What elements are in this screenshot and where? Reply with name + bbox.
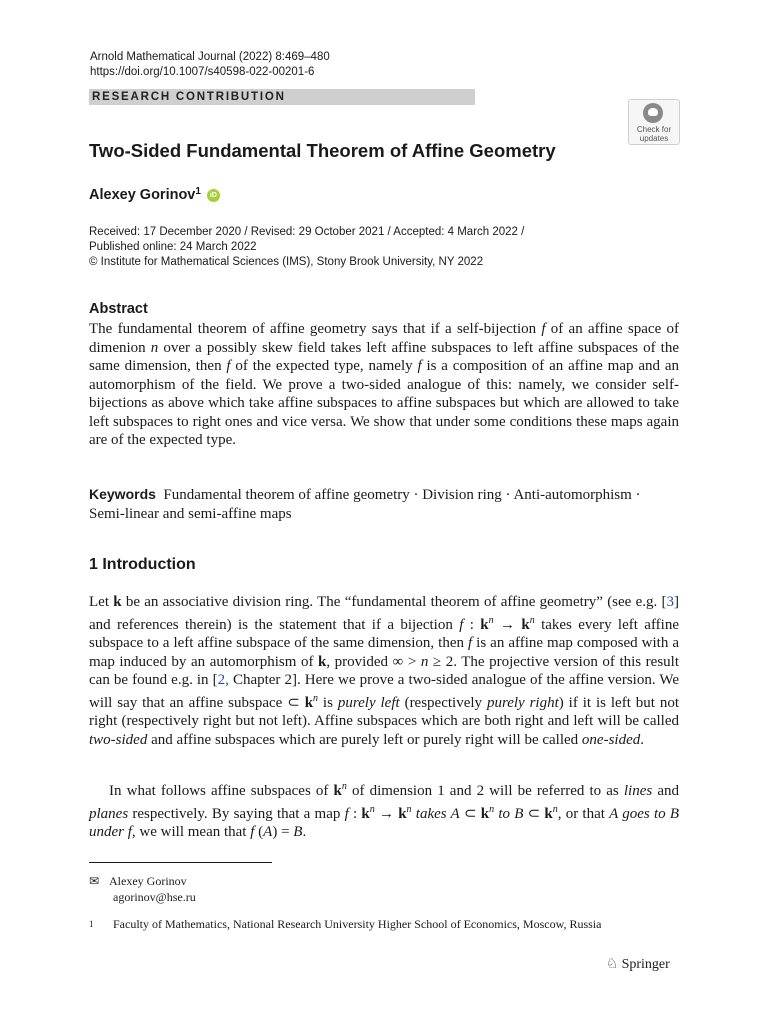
check-for-updates-button[interactable] [628,99,680,145]
intro-paragraph-1: Let k be an associative division ring. The “fundamental theorem of affine geometry” (see e.g. [3] and references therein) is the statement that if a bijection f : $k^n \to k^n$ takes every left affine subspace to a left affine subspace of the same dimension, then f is an affine map composed with a map induced by an automorphism of k, provided ∞ > n ≥ 2. The projective version of this result can be found e.g. in [2, Chapter 2]. Here we prove a two-sided analogue of the affine version. We will say that an affine subspace ⊂ $k^n$ is purely left (respectively purely right) if it is left but not right (respectively right but not left). Affine subspaces which are both right and left will be called two-sided and affine subspaces which are purely left or purely right will be called one-sided. [89,594,680,748]
dates-line2: Published online: 24 March 2022 [89,241,257,253]
citation-2[interactable]: 2, [217,672,229,688]
citation-3[interactable]: 3 [666,594,674,610]
paper-title: Two-Sided Fundamental Theorem of Affine Geometry [89,140,556,161]
abstract-heading: Abstract [89,301,148,317]
footnote-rule [89,862,272,863]
footnote-author-name: Alexey Gorinov [109,874,187,888]
keywords-block [89,485,679,523]
affiliation-footnote [89,916,689,932]
author-affiliation-sup: 1 [195,186,201,197]
check-updates-line2: updates [639,134,669,143]
dates-line1: Received: 17 December 2020 / Revised: 29 October 2021 / Accepted: 4 March 2022 / [89,226,525,238]
author-line [89,186,220,204]
intro-paragraph-2: In what follows affine subspaces of $k^n$ of dimension 1 and 2 will be referred to as lines and planes respectively. By saying that a map f : $k^n \to k^n$ takes A ⊂ $k^n$ to B ⊂ $k^n$, or that A goes to B under f, we will mean that f (A) = B. [89,781,680,840]
envelope-icon: ✉ [89,874,100,888]
article-type-label: RESEARCH CONTRIBUTION [92,91,286,103]
journal-header [90,50,330,80]
abstract-text: The fundamental theorem of affine geometry says that if a self-bijection f of an affine space of dimenion n over a possibly skew field takes left affine subspaces to left affine subspaces of the same dimension, then f of the expected type, namely f is a composition of an affine map and an automorphism of the field. We prove a two-sided analogue of this: namely, we consider self-bijections as above which take affine subspaces to affine subspaces but which are allowed to take left subspaces to right ones and vice versa. We show that under some conditions these maps again are of the expected type. [89,321,679,448]
copyright-line: © Institute for Mathematical Sciences (IMS), Stony Brook University, NY 2022 [89,256,484,268]
author-name: Alexey Gorinov [89,187,196,203]
section-heading: 1 Introduction [89,556,196,573]
corresponding-author-footnote [89,873,196,905]
check-for-updates-icon [643,103,663,123]
affiliation-number: 1 [89,919,94,929]
springer-horse-icon: ♘ [606,956,619,972]
author-email[interactable]: agorinov@hse.ru [113,890,196,904]
publisher-logo [606,954,670,975]
keywords-text: Fundamental theorem of affine geometry · Division ring · Anti-automorphism · Semi-linear and semi-affine maps [89,487,641,522]
keywords-label: Keywords [89,486,156,502]
journal-citation: Arnold Mathematical Journal (2022) 8:469–480 [90,51,330,63]
affiliation-text: Faculty of Mathematics, National Research University Higher School of Economics, Moscow, Russia [113,917,602,931]
orcid-icon[interactable]: iD [207,189,220,202]
check-updates-line1: Check for [636,125,672,134]
doi-link[interactable]: https://doi.org/10.1007/s40598-022-00201-6 [90,66,315,78]
publication-dates [89,225,689,270]
publisher-name: Springer [621,957,670,972]
